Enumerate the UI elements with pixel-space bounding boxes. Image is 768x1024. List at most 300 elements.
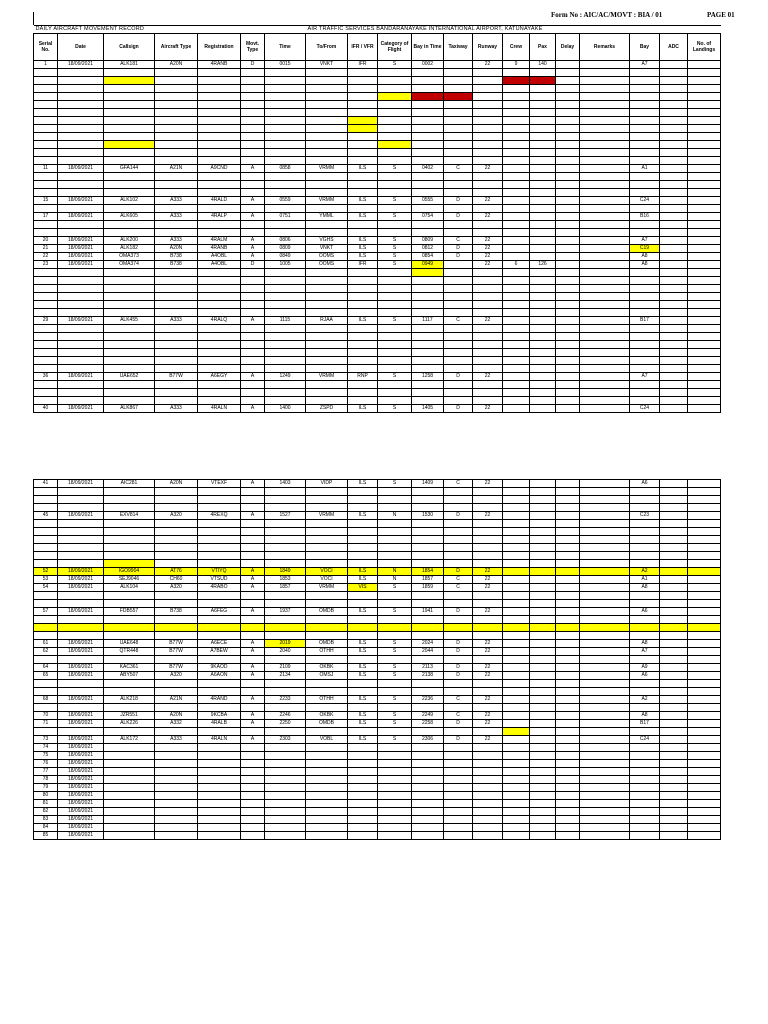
cell-delay	[556, 816, 580, 824]
cell-date: 18/09/2021	[58, 672, 104, 680]
cell-bay	[630, 301, 660, 309]
cell-runway	[473, 365, 503, 373]
cell-time	[265, 728, 306, 736]
cell-registration	[198, 77, 241, 85]
cell-bay-in-time	[412, 632, 444, 640]
cell-to-from: VNKT	[306, 245, 348, 253]
cell-time: 2250	[265, 720, 306, 728]
cell-time: 1849	[265, 568, 306, 576]
header-category: Category of Flight	[378, 34, 412, 61]
cell-bay-in-time: 1117	[412, 317, 444, 325]
cell-registration	[198, 277, 241, 285]
cell-movt-type	[241, 221, 265, 229]
cell-runway	[473, 784, 503, 792]
cell-aircraft-type	[155, 824, 198, 832]
cell-aircraft-type	[155, 528, 198, 536]
cell-crew	[503, 488, 530, 496]
cell-ifr-vfr	[348, 221, 378, 229]
cell-bay	[630, 784, 660, 792]
cell-time	[265, 632, 306, 640]
cell-crew	[503, 229, 530, 237]
cell-bay-in-time: 1258	[412, 373, 444, 381]
cell-remarks	[580, 237, 630, 245]
cell-delay	[556, 285, 580, 293]
cell-adc	[660, 568, 688, 576]
cell-movt-type	[241, 285, 265, 293]
cell-category	[378, 109, 412, 117]
cell-movt-type: A	[241, 373, 265, 381]
cell-movt-type: A	[241, 405, 265, 413]
cell-registration	[198, 704, 241, 712]
cell-registration: 4RALQ	[198, 317, 241, 325]
cell-pax	[530, 832, 556, 840]
table-row	[34, 349, 721, 357]
cell-serial	[34, 616, 58, 624]
cell-runway: 22	[473, 584, 503, 592]
cell-remarks	[580, 173, 630, 181]
cell-date: 18/09/2021	[58, 61, 104, 69]
cell-delay	[556, 512, 580, 520]
header-ifr-vfr: IFR / VFR	[348, 34, 378, 61]
cell-bay	[630, 109, 660, 117]
cell-callsign	[104, 365, 155, 373]
cell-taxiway	[444, 784, 473, 792]
cell-taxiway: D	[444, 640, 473, 648]
cell-runway	[473, 349, 503, 357]
cell-bay-in-time	[412, 536, 444, 544]
cell-runway	[473, 520, 503, 528]
cell-bay-in-time: 0854	[412, 253, 444, 261]
cell-taxiway	[444, 496, 473, 504]
table-row	[34, 389, 721, 397]
cell-runway	[473, 728, 503, 736]
cell-runway	[473, 552, 503, 560]
cell-runway	[473, 688, 503, 696]
cell-bay	[630, 325, 660, 333]
cell-remarks	[580, 269, 630, 277]
cell-ifr-vfr	[348, 85, 378, 93]
cell-landings	[688, 632, 721, 640]
cell-category	[378, 552, 412, 560]
cell-delay	[556, 648, 580, 656]
cell-serial	[34, 125, 58, 133]
cell-movt-type: A	[241, 720, 265, 728]
cell-delay	[556, 560, 580, 568]
cell-pax	[530, 600, 556, 608]
cell-category: S	[378, 736, 412, 744]
cell-aircraft-type: B77W	[155, 373, 198, 381]
cell-bay-in-time	[412, 357, 444, 365]
cell-bay-in-time	[412, 488, 444, 496]
cell-bay-in-time	[412, 544, 444, 552]
cell-adc	[660, 816, 688, 824]
cell-crew	[503, 141, 530, 149]
cell-crew	[503, 656, 530, 664]
cell-pax	[530, 632, 556, 640]
cell-date: 18/09/2021	[58, 824, 104, 832]
cell-remarks	[580, 760, 630, 768]
cell-bay	[630, 125, 660, 133]
cell-movt-type	[241, 277, 265, 285]
cell-category: S	[378, 213, 412, 221]
cell-callsign: ALK181	[104, 61, 155, 69]
cell-delay	[556, 101, 580, 109]
cell-remarks	[580, 133, 630, 141]
cell-bay	[630, 357, 660, 365]
cell-delay	[556, 672, 580, 680]
cell-to-from: VOBL	[306, 736, 348, 744]
cell-registration	[198, 85, 241, 93]
cell-runway	[473, 309, 503, 317]
cell-bay	[630, 93, 660, 101]
cell-serial	[34, 560, 58, 568]
cell-delay	[556, 624, 580, 632]
cell-ifr-vfr	[348, 496, 378, 504]
cell-aircraft-type: B738	[155, 261, 198, 269]
cell-runway	[473, 141, 503, 149]
cell-time	[265, 357, 306, 365]
cell-serial	[34, 221, 58, 229]
cell-taxiway	[444, 624, 473, 632]
table-row	[34, 253, 721, 261]
cell-pax	[530, 544, 556, 552]
cell-remarks	[580, 488, 630, 496]
table-row	[34, 768, 721, 776]
cell-registration	[198, 600, 241, 608]
cell-callsign	[104, 389, 155, 397]
cell-remarks	[580, 389, 630, 397]
cell-bay-in-time: 2306	[412, 736, 444, 744]
cell-delay	[556, 189, 580, 197]
cell-bay	[630, 616, 660, 624]
cell-adc	[660, 544, 688, 552]
cell-runway	[473, 544, 503, 552]
cell-adc	[660, 61, 688, 69]
cell-adc	[660, 237, 688, 245]
cell-ifr-vfr	[348, 760, 378, 768]
cell-adc	[660, 656, 688, 664]
cell-bay	[630, 341, 660, 349]
cell-registration	[198, 269, 241, 277]
cell-pax	[530, 69, 556, 77]
cell-adc	[660, 784, 688, 792]
cell-serial	[34, 496, 58, 504]
cell-registration	[198, 552, 241, 560]
cell-serial	[34, 301, 58, 309]
cell-crew	[503, 624, 530, 632]
cell-landings	[688, 165, 721, 173]
cell-pax	[530, 488, 556, 496]
cell-aircraft-type: A320	[155, 584, 198, 592]
cell-runway	[473, 93, 503, 101]
cell-ifr-vfr	[348, 528, 378, 536]
cell-remarks	[580, 85, 630, 93]
cell-time	[265, 277, 306, 285]
cell-landings	[688, 728, 721, 736]
cell-landings	[688, 157, 721, 165]
table-row	[34, 672, 721, 680]
table-row	[34, 397, 721, 405]
cell-bay-in-time: 1854	[412, 568, 444, 576]
cell-runway	[473, 301, 503, 309]
table-row	[34, 728, 721, 736]
cell-bay-in-time: 0809	[412, 237, 444, 245]
cell-delay	[556, 293, 580, 301]
cell-date: 18/09/2021	[58, 696, 104, 704]
cell-delay	[556, 173, 580, 181]
cell-serial: 85	[34, 832, 58, 840]
cell-delay	[556, 760, 580, 768]
cell-ifr-vfr	[348, 149, 378, 157]
cell-to-from	[306, 349, 348, 357]
cell-taxiway	[444, 333, 473, 341]
cell-runway: 22	[473, 165, 503, 173]
cell-date: 18/09/2021	[58, 720, 104, 728]
cell-time	[265, 117, 306, 125]
cell-ifr-vfr	[348, 592, 378, 600]
cell-to-from	[306, 528, 348, 536]
cell-landings	[688, 253, 721, 261]
cell-pax	[530, 181, 556, 189]
cell-callsign	[104, 157, 155, 165]
cell-adc	[660, 528, 688, 536]
cell-crew	[503, 496, 530, 504]
cell-pax	[530, 221, 556, 229]
cell-to-from	[306, 688, 348, 696]
cell-adc	[660, 664, 688, 672]
cell-callsign	[104, 704, 155, 712]
cell-movt-type	[241, 365, 265, 373]
cell-date	[58, 77, 104, 85]
cell-landings	[688, 317, 721, 325]
table-row	[34, 205, 721, 213]
cell-landings	[688, 832, 721, 840]
cell-time: 2246	[265, 712, 306, 720]
cell-time	[265, 125, 306, 133]
cell-bay-in-time: 0949	[412, 261, 444, 269]
cell-time: 1857	[265, 584, 306, 592]
cell-landings	[688, 149, 721, 157]
cell-category	[378, 560, 412, 568]
cell-time	[265, 301, 306, 309]
cell-ifr-vfr: ILS	[348, 672, 378, 680]
cell-category	[378, 784, 412, 792]
cell-movt-type: D	[241, 261, 265, 269]
cell-movt-type	[241, 504, 265, 512]
cell-serial	[34, 205, 58, 213]
cell-pax	[530, 109, 556, 117]
cell-runway: 22	[473, 373, 503, 381]
cell-delay	[556, 608, 580, 616]
cell-landings	[688, 213, 721, 221]
cell-movt-type	[241, 536, 265, 544]
cell-bay	[630, 488, 660, 496]
cell-category: S	[378, 405, 412, 413]
cell-callsign	[104, 293, 155, 301]
cell-date	[58, 552, 104, 560]
cell-category	[378, 269, 412, 277]
cell-delay	[556, 664, 580, 672]
cell-category	[378, 333, 412, 341]
cell-callsign	[104, 824, 155, 832]
cell-callsign	[104, 496, 155, 504]
cell-time	[265, 269, 306, 277]
cell-pax	[530, 189, 556, 197]
table-row	[34, 552, 721, 560]
cell-to-from	[306, 333, 348, 341]
cell-runway	[473, 357, 503, 365]
cell-pax	[530, 584, 556, 592]
cell-pax	[530, 141, 556, 149]
cell-movt-type	[241, 656, 265, 664]
cell-ifr-vfr	[348, 173, 378, 181]
cell-pax	[530, 77, 556, 85]
cell-time	[265, 680, 306, 688]
cell-landings	[688, 544, 721, 552]
table-row	[34, 520, 721, 528]
cell-registration	[198, 744, 241, 752]
cell-callsign	[104, 776, 155, 784]
cell-taxiway: D	[444, 568, 473, 576]
cell-runway	[473, 117, 503, 125]
cell-movt-type	[241, 109, 265, 117]
cell-crew	[503, 389, 530, 397]
cell-aircraft-type	[155, 93, 198, 101]
cell-pax	[530, 285, 556, 293]
cell-aircraft-type	[155, 792, 198, 800]
cell-bay	[630, 776, 660, 784]
cell-crew	[503, 480, 530, 488]
cell-movt-type	[241, 752, 265, 760]
cell-time: 0849	[265, 253, 306, 261]
cell-remarks	[580, 381, 630, 389]
table-row	[34, 720, 721, 728]
cell-runway	[473, 333, 503, 341]
cell-bay	[630, 544, 660, 552]
cell-category	[378, 808, 412, 816]
cell-ifr-vfr	[348, 552, 378, 560]
cell-movt-type	[241, 93, 265, 101]
cell-delay	[556, 197, 580, 205]
cell-adc	[660, 768, 688, 776]
cell-callsign	[104, 357, 155, 365]
cell-taxiway	[444, 544, 473, 552]
cell-pax	[530, 768, 556, 776]
cell-delay	[556, 381, 580, 389]
cell-time: 1527	[265, 512, 306, 520]
cell-time: 2233	[265, 696, 306, 704]
cell-registration	[198, 93, 241, 101]
header-to-from: To/From	[306, 34, 348, 61]
cell-landings	[688, 357, 721, 365]
cell-registration: 9KCBA	[198, 712, 241, 720]
cell-category	[378, 744, 412, 752]
cell-crew	[503, 504, 530, 512]
cell-category	[378, 381, 412, 389]
cell-registration	[198, 141, 241, 149]
cell-delay	[556, 832, 580, 840]
cell-to-from	[306, 632, 348, 640]
cell-time	[265, 221, 306, 229]
cell-remarks	[580, 792, 630, 800]
cell-registration	[198, 309, 241, 317]
cell-aircraft-type	[155, 269, 198, 277]
cell-delay	[556, 808, 580, 816]
cell-remarks	[580, 309, 630, 317]
cell-adc	[660, 720, 688, 728]
cell-landings	[688, 277, 721, 285]
cell-crew	[503, 640, 530, 648]
cell-crew	[503, 680, 530, 688]
cell-delay	[556, 784, 580, 792]
cell-serial: 45	[34, 512, 58, 520]
cell-landings	[688, 656, 721, 664]
cell-category	[378, 397, 412, 405]
cell-time: 1853	[265, 576, 306, 584]
cell-runway	[473, 488, 503, 496]
cell-registration: 4RANB	[198, 61, 241, 69]
cell-aircraft-type	[155, 229, 198, 237]
cell-runway	[473, 101, 503, 109]
cell-ifr-vfr: RNP	[348, 373, 378, 381]
cell-callsign	[104, 488, 155, 496]
cell-landings	[688, 125, 721, 133]
cell-ifr-vfr: ILS	[348, 640, 378, 648]
cell-date	[58, 496, 104, 504]
cell-bay	[630, 592, 660, 600]
cell-crew	[503, 768, 530, 776]
cell-runway	[473, 744, 503, 752]
cell-delay	[556, 600, 580, 608]
cell-time	[265, 173, 306, 181]
cell-pax	[530, 696, 556, 704]
table-row	[34, 704, 721, 712]
cell-to-from	[306, 125, 348, 133]
cell-date	[58, 85, 104, 93]
cell-bay	[630, 656, 660, 664]
cell-movt-type: A	[241, 736, 265, 744]
cell-pax	[530, 301, 556, 309]
cell-bay-in-time	[412, 656, 444, 664]
cell-bay-in-time	[412, 221, 444, 229]
header-runway: Runway	[473, 34, 503, 61]
cell-bay	[630, 728, 660, 736]
cell-ifr-vfr	[348, 744, 378, 752]
cell-date: 18/09/2021	[58, 480, 104, 488]
cell-aircraft-type	[155, 333, 198, 341]
cell-to-from	[306, 205, 348, 213]
cell-remarks	[580, 277, 630, 285]
cell-date	[58, 528, 104, 536]
cell-landings	[688, 792, 721, 800]
cell-taxiway: D	[444, 720, 473, 728]
cell-date	[58, 536, 104, 544]
cell-callsign	[104, 552, 155, 560]
cell-movt-type: A	[241, 568, 265, 576]
cell-runway	[473, 269, 503, 277]
cell-movt-type	[241, 333, 265, 341]
cell-serial: 83	[34, 816, 58, 824]
cell-remarks	[580, 680, 630, 688]
cell-remarks	[580, 632, 630, 640]
cell-registration	[198, 776, 241, 784]
table-row	[34, 325, 721, 333]
cell-registration	[198, 496, 241, 504]
cell-landings	[688, 261, 721, 269]
cell-bay	[630, 221, 660, 229]
cell-delay	[556, 341, 580, 349]
cell-category	[378, 85, 412, 93]
